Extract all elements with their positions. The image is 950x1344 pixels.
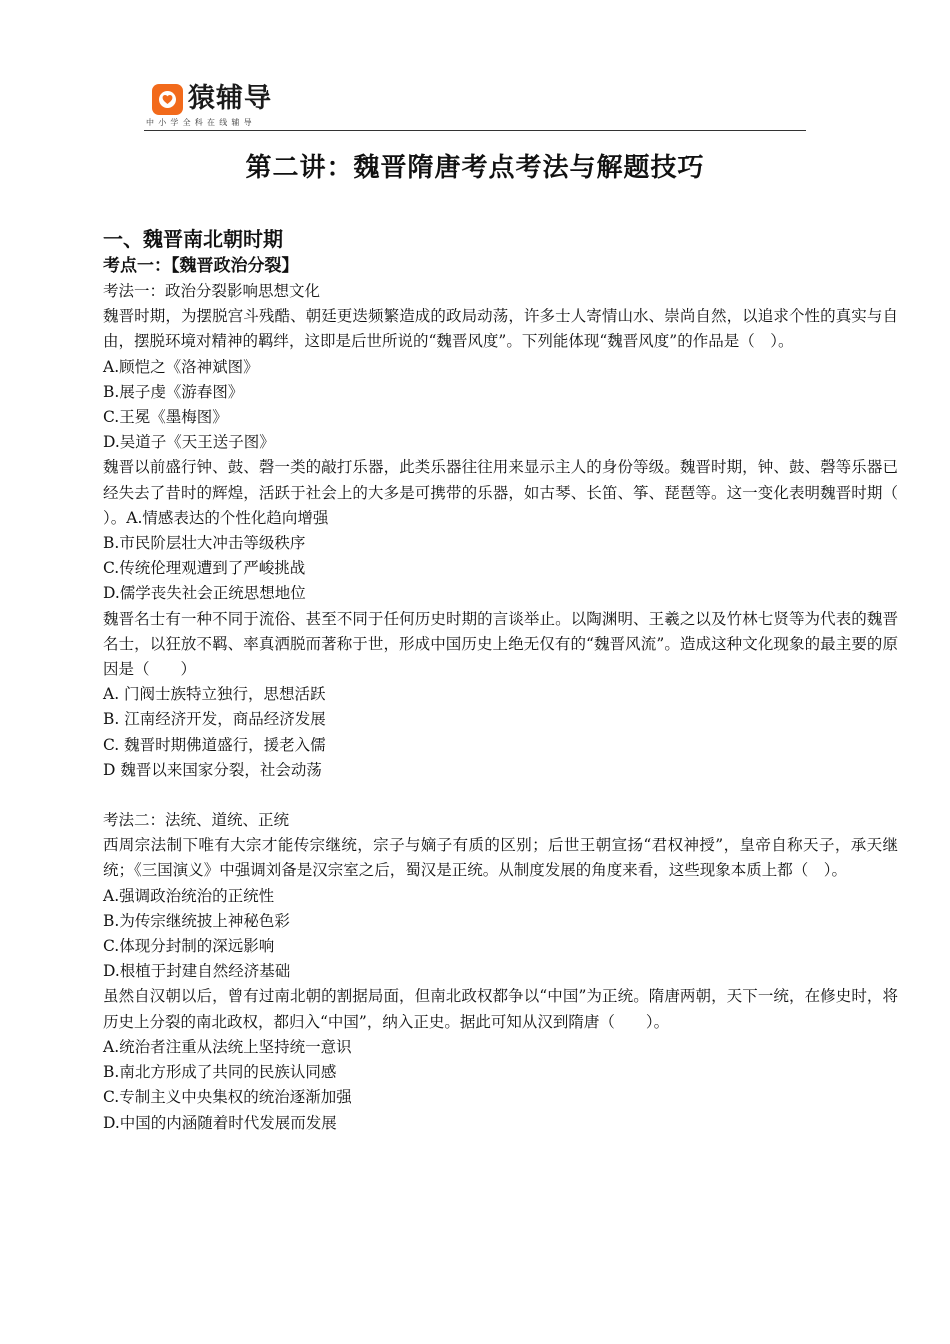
document-header: [144, 78, 806, 133]
brand-logo-text: 猿辅导: [188, 83, 272, 114]
answer-option: D 魏晋以来国家分裂，社会动荡: [103, 760, 322, 779]
answer-option: A.顾恺之《洛神斌图》: [103, 357, 259, 376]
header-divider: [144, 130, 806, 131]
answer-option: B.为传宗继统披上神秘色彩: [103, 911, 290, 930]
question-stem: 西周宗法制下唯有大宗才能传宗继统，宗子与嫡子有质的区别；后世王朝宣扬“君权神授”，皇帝自称天子，承天继统；《三国演义》中强调刘备是汉宗室之后，蜀汉是正统。从制度发展的角度来看，这些现象本质上都（ ）。: [103, 836, 898, 880]
answer-option: C. 魏晋时期佛道盛行，援老入儒: [103, 735, 326, 754]
answer-option: D.根植于封建自然经济基础: [103, 962, 291, 981]
answer-option: B.市民阶层壮大冲击等级秩序: [103, 534, 306, 553]
answer-option: B.南北方形成了共同的民族认同感: [103, 1063, 337, 1082]
question-stem: 魏晋以前盛行钟、鼓、磬一类的敲打乐器，此类乐器往往用来显示主人的身份等级。魏晋时期，钟、鼓、磬等乐器已经失去了昔时的辉煌，活跃于社会上的大多是可携带的乐器，如古琴、长笛、筝、琵琶等。这一变化表明魏晋时期（ ）。A.情感表达的个性化趋向增强: [103, 458, 898, 527]
answer-option: D.儒学丧失社会正统思想地位: [103, 584, 306, 603]
question-stem: 魏晋名士有一种不同于流俗、甚至不同于任何历史时期的言谈举止。以陶渊明、王羲之以及竹林七贤等为代表的魏晋名士，以狂放不羁、率真洒脱而著称于世，形成中国历史上绝无仅有的“魏晋风流”。造成这种文化现象的最主要的原因是（ ）: [103, 609, 898, 679]
answer-option: C.传统伦理观遭到了严峻挑战: [103, 559, 306, 578]
point-heading: 考点一：【魏晋政治分裂】: [103, 256, 299, 276]
question-stem: 魏晋时期，为摆脱宫斗残酷、朝廷更迭频繁造成的政局动荡，许多士人寄情山水、崇尚自然，以追求个性的真实与自由，摆脱环境对精神的羁绊，这即是后世所说的“魏晋风度”。下列能体现“魏晋风度”的作品是（ ）。: [103, 307, 898, 351]
brand-tagline: 中小学全科在线辅导: [146, 118, 256, 127]
answer-option: B.展子虔《游春图》: [103, 382, 244, 401]
brand-logo-badge: [152, 84, 183, 115]
method-heading: 考法一：政治分裂影响思想文化: [103, 282, 321, 300]
answer-option: C.王冕《墨梅图》: [103, 408, 228, 427]
page-title: 第二讲：魏晋隋唐考点考法与解题技巧: [245, 153, 705, 183]
answer-option: A.强调政治统治的正统性: [103, 886, 275, 905]
answer-option: D.吴道子《天王送子图》: [103, 433, 275, 452]
answer-option: B. 江南经济开发，商品经济发展: [103, 710, 326, 729]
section-heading: 一、魏晋南北朝时期: [103, 227, 283, 251]
answer-option: A. 门阀士族特立独行，思想活跃: [103, 685, 326, 704]
question-stem: 虽然自汉朝以后，曾有过南北朝的割据局面，但南北政权都争以“中国”为正统。隋唐两朝，天下一统，在修史时，将历史上分裂的南北政权，都归入“中国”，纳入正史。据此可知从汉到隋唐（ ）。: [103, 987, 898, 1031]
answer-option: A.统治者注重从法统上坚持统一意识: [103, 1037, 352, 1056]
method-heading: 考法二：法统、道统、正统: [103, 811, 290, 830]
spacer: [103, 783, 898, 808]
heart-icon: [157, 89, 178, 110]
answer-option: C.专制主义中央集权的统治逐渐加强: [103, 1088, 352, 1107]
answer-option: C.体现分封制的深远影响: [103, 937, 275, 956]
answer-option: D.中国的内涵随着时代发展而发展: [103, 1113, 337, 1132]
document-body: [103, 224, 898, 1136]
